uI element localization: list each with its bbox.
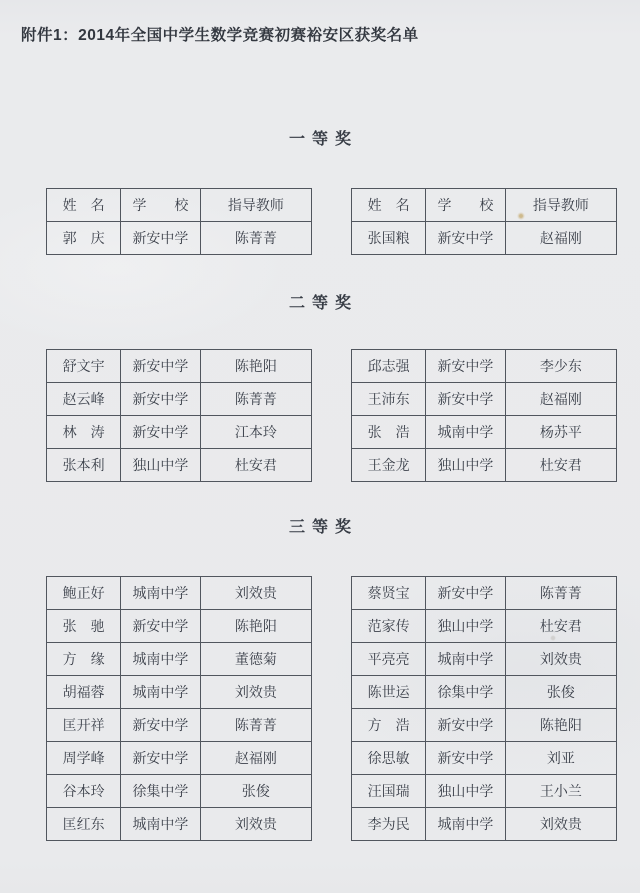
section-heading-first-prize: 一等奖 xyxy=(288,131,358,148)
cell-teacher: 陈菁菁 xyxy=(200,222,311,255)
column-header-name: 姓 名 xyxy=(47,189,121,222)
cell-school: 新安中学 xyxy=(426,577,506,610)
cell-teacher: 李少东 xyxy=(505,350,616,383)
cell-name: 王金龙 xyxy=(352,449,426,482)
cell-teacher: 杜安君 xyxy=(200,449,311,482)
cell-name: 范家传 xyxy=(352,610,426,643)
table-row xyxy=(352,350,617,383)
cell-teacher: 陈菁菁 xyxy=(200,383,311,416)
award-table-first-prize-1 xyxy=(351,188,617,255)
table-row xyxy=(47,775,312,808)
cell-teacher: 刘效贵 xyxy=(200,808,311,841)
column-header-school: 学 校 xyxy=(426,189,506,222)
cell-teacher: 董德菊 xyxy=(200,643,311,676)
cell-school: 新安中学 xyxy=(426,742,506,775)
column-header-school: 学 校 xyxy=(121,189,201,222)
cell-teacher: 刘亚 xyxy=(505,742,616,775)
cell-school: 新安中学 xyxy=(121,383,201,416)
table-row xyxy=(352,383,617,416)
cell-teacher: 陈艳阳 xyxy=(200,610,311,643)
table-row xyxy=(352,808,617,841)
cell-teacher: 杜安君 xyxy=(505,610,616,643)
section-third-prize xyxy=(0,518,640,841)
cell-name: 赵云峰 xyxy=(47,383,121,416)
cell-school: 新安中学 xyxy=(426,222,506,255)
cell-name: 谷本玲 xyxy=(47,775,121,808)
cell-teacher: 赵福刚 xyxy=(505,222,616,255)
cell-name: 方 缘 xyxy=(47,643,121,676)
cell-name: 张本利 xyxy=(47,449,121,482)
cell-name: 周学峰 xyxy=(47,742,121,775)
tables-row-second-prize xyxy=(0,349,640,482)
table-row xyxy=(352,222,617,255)
cell-school: 城南中学 xyxy=(426,643,506,676)
cell-school: 徐集中学 xyxy=(121,775,201,808)
cell-school: 新安中学 xyxy=(426,709,506,742)
table-row xyxy=(47,383,312,416)
cell-teacher: 刘效贵 xyxy=(200,577,311,610)
cell-school: 城南中学 xyxy=(121,643,201,676)
page-title: 附件1：2014年全国中学生数学竞赛初赛裕安区获奖名单 xyxy=(21,27,419,44)
award-table-second-prize-0 xyxy=(46,349,312,482)
cell-teacher: 张俊 xyxy=(200,775,311,808)
cell-name: 舒文宇 xyxy=(47,350,121,383)
award-table-third-prize-0 xyxy=(46,576,312,841)
cell-teacher: 陈菁菁 xyxy=(505,577,616,610)
cell-teacher: 杜安君 xyxy=(505,449,616,482)
table-row xyxy=(47,610,312,643)
cell-name: 蔡贤宝 xyxy=(352,577,426,610)
cell-name: 李为民 xyxy=(352,808,426,841)
award-sections-container xyxy=(0,130,640,841)
cell-teacher: 刘效贵 xyxy=(505,643,616,676)
cell-teacher: 陈菁菁 xyxy=(200,709,311,742)
cell-school: 独山中学 xyxy=(426,610,506,643)
column-header-teacher: 指导教师 xyxy=(505,189,616,222)
award-table-third-prize-1 xyxy=(351,576,617,841)
award-table-second-prize-1 xyxy=(351,349,617,482)
table-header-row xyxy=(47,189,312,222)
table-row xyxy=(352,416,617,449)
table-row xyxy=(47,643,312,676)
cell-teacher: 江本玲 xyxy=(200,416,311,449)
cell-name: 匡开祥 xyxy=(47,709,121,742)
cell-name: 郭 庆 xyxy=(47,222,121,255)
tables-row-first-prize xyxy=(0,188,640,255)
section-heading-second-prize: 二等奖 xyxy=(288,295,358,312)
table-row xyxy=(47,222,312,255)
tables-row-third-prize xyxy=(0,576,640,841)
cell-teacher: 刘效贵 xyxy=(505,808,616,841)
table-row xyxy=(352,643,617,676)
table-row xyxy=(47,808,312,841)
table-row xyxy=(352,610,617,643)
cell-name: 平亮亮 xyxy=(352,643,426,676)
section-second-prize xyxy=(0,294,640,482)
table-row xyxy=(47,416,312,449)
cell-name: 张国粮 xyxy=(352,222,426,255)
cell-school: 徐集中学 xyxy=(426,676,506,709)
cell-teacher: 张俊 xyxy=(505,676,616,709)
table-row xyxy=(47,577,312,610)
cell-teacher: 王小兰 xyxy=(505,775,616,808)
cell-school: 新安中学 xyxy=(121,222,201,255)
cell-school: 新安中学 xyxy=(121,610,201,643)
cell-teacher: 刘效贵 xyxy=(200,676,311,709)
table-row xyxy=(352,577,617,610)
cell-name: 胡福蓉 xyxy=(47,676,121,709)
cell-teacher: 陈艳阳 xyxy=(200,350,311,383)
table-row xyxy=(47,676,312,709)
cell-school: 新安中学 xyxy=(121,742,201,775)
cell-teacher: 赵福刚 xyxy=(200,742,311,775)
award-table-first-prize-0 xyxy=(46,188,312,255)
cell-name: 汪国瑞 xyxy=(352,775,426,808)
cell-school: 城南中学 xyxy=(426,808,506,841)
cell-school: 新安中学 xyxy=(426,383,506,416)
cell-school: 独山中学 xyxy=(121,449,201,482)
cell-school: 新安中学 xyxy=(121,350,201,383)
table-row xyxy=(352,742,617,775)
cell-teacher: 杨苏平 xyxy=(505,416,616,449)
cell-school: 城南中学 xyxy=(426,416,506,449)
column-header-teacher: 指导教师 xyxy=(200,189,311,222)
table-row xyxy=(47,449,312,482)
section-first-prize xyxy=(0,130,640,255)
cell-teacher: 赵福刚 xyxy=(505,383,616,416)
cell-school: 新安中学 xyxy=(426,350,506,383)
cell-school: 独山中学 xyxy=(426,775,506,808)
table-row xyxy=(47,742,312,775)
cell-school: 城南中学 xyxy=(121,577,201,610)
table-row xyxy=(352,676,617,709)
table-row xyxy=(352,709,617,742)
cell-school: 新安中学 xyxy=(121,416,201,449)
cell-name: 邱志强 xyxy=(352,350,426,383)
table-header-row xyxy=(352,189,617,222)
table-row xyxy=(47,350,312,383)
cell-name: 林 涛 xyxy=(47,416,121,449)
cell-teacher: 陈艳阳 xyxy=(505,709,616,742)
cell-name: 张 驰 xyxy=(47,610,121,643)
table-row xyxy=(352,775,617,808)
cell-name: 方 浩 xyxy=(352,709,426,742)
cell-name: 鲍正好 xyxy=(47,577,121,610)
cell-school: 城南中学 xyxy=(121,808,201,841)
cell-school: 独山中学 xyxy=(426,449,506,482)
section-heading-third-prize: 三等奖 xyxy=(288,519,358,536)
cell-name: 陈世运 xyxy=(352,676,426,709)
cell-name: 张 浩 xyxy=(352,416,426,449)
cell-name: 王沛东 xyxy=(352,383,426,416)
table-row xyxy=(352,449,617,482)
cell-name: 匡红东 xyxy=(47,808,121,841)
cell-name: 徐思敏 xyxy=(352,742,426,775)
cell-school: 城南中学 xyxy=(121,676,201,709)
table-row xyxy=(47,709,312,742)
cell-school: 新安中学 xyxy=(121,709,201,742)
column-header-name: 姓 名 xyxy=(352,189,426,222)
